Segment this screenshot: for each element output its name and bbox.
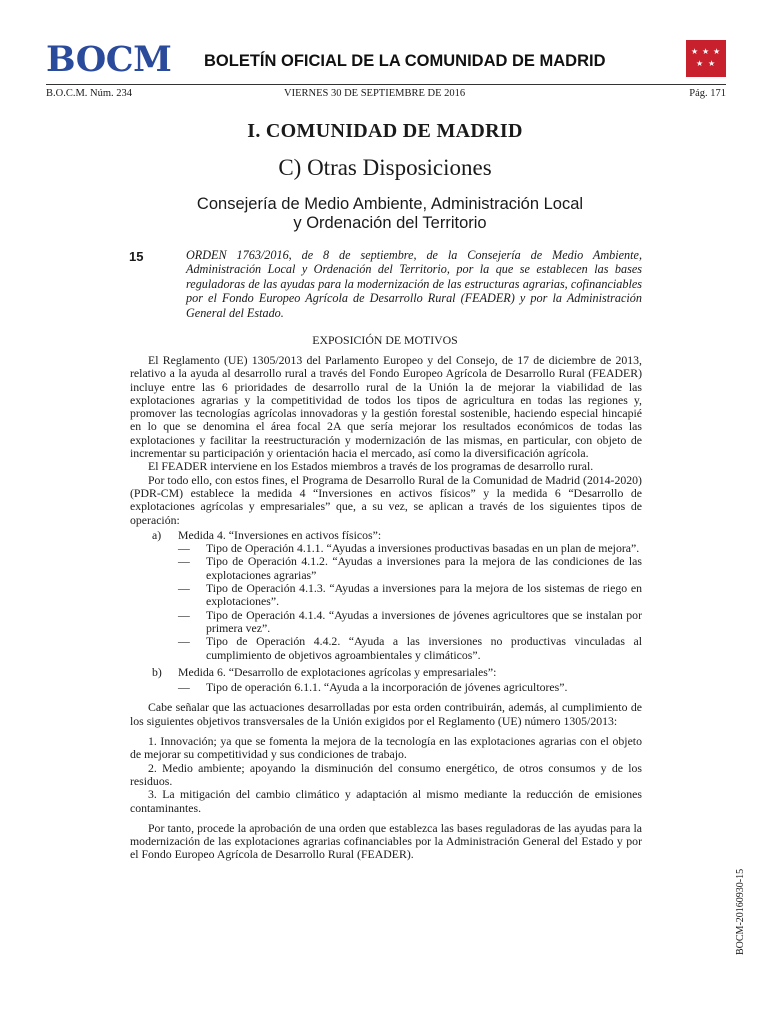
star-icon: ★ bbox=[691, 47, 699, 56]
document-code: BOCM-20160930-15 bbox=[735, 868, 746, 955]
department-line-1: Consejería de Medio Ambiente, Administración Local bbox=[196, 195, 584, 213]
dash-marker: — bbox=[178, 634, 190, 649]
list-label: b) bbox=[152, 664, 162, 679]
measure-a bbox=[130, 529, 642, 542]
order-summary bbox=[186, 248, 642, 320]
list-item bbox=[178, 635, 642, 662]
dash-marker: — bbox=[178, 554, 190, 569]
star-icon: ★ bbox=[696, 59, 704, 68]
page-number: Pág. 171 bbox=[689, 88, 726, 99]
star-icon: ★ bbox=[713, 47, 721, 56]
list-item bbox=[178, 609, 642, 636]
list-item-text: Tipo de Operación 4.1.3. “Ayudas a inversiones para la mejora de los sistemas de riego en explotaciones”. bbox=[206, 581, 642, 609]
list-item bbox=[178, 555, 642, 582]
dash-marker: — bbox=[178, 581, 190, 596]
paragraph: Cabe señalar que las actuaciones desarrolladas por esta orden contribuirán, además, al cumplimiento de los siguientes objetivos transversales de la Unión exigidos por el Reglamento (UE) número 1305/2013: bbox=[130, 700, 642, 728]
paragraph: El FEADER interviene en los Estados miembros a través de los programas de desarrollo rural. bbox=[148, 459, 594, 474]
header-rule bbox=[46, 84, 726, 85]
star-icon: ★ bbox=[708, 59, 716, 68]
list-item bbox=[178, 542, 642, 555]
document-body bbox=[130, 354, 642, 862]
exposicion-heading: EXPOSICIÓN DE MOTIVOS bbox=[312, 333, 458, 347]
department-heading bbox=[120, 195, 660, 233]
list-text: Medida 6. “Desarrollo de explotaciones agrícolas y empresariales”: bbox=[178, 664, 497, 679]
list-item-text: Tipo de Operación 4.1.2. “Ayudas a inversiones para la mejora de las condiciones de las explotaciones agrarias” bbox=[206, 554, 642, 582]
list-item-text: Tipo de Operación 4.4.2. “Ayuda a las inversiones no productivas vinculadas al cumplimiento de objetivos agroambientales y climáticos”. bbox=[206, 634, 642, 662]
order-text: ORDEN 1763/2016, de 8 de septiembre, de la Consejería de Medio Ambiente, Administración Local y Ordenación del Territorio, por la que se establecen las bases reguladoras de las ayudas para la modernización de las estructuras agrarias, cofinanciables por el Fondo Europeo Agrícola de Desarrollo Rural (FEADER) y por la Administración General del Estado. bbox=[186, 248, 642, 320]
paragraph: 1. Innovación; ya que se fomenta la mejora de la tecnología en las explotaciones agrarias con el objeto de mejorar su competitividad y sus condiciones de trabajo. bbox=[130, 734, 642, 762]
list-item bbox=[178, 582, 642, 609]
issue-date: VIERNES 30 DE SEPTIEMBRE DE 2016 bbox=[284, 88, 466, 99]
madrid-flag-icon bbox=[686, 40, 726, 77]
paragraph: El Reglamento (UE) 1305/2013 del Parlamento Europeo y del Consejo, de 17 de diciembre de 2013, relativo a la ayuda al desarrollo rural a través del Fondo Europeo Agrícola de Desarrollo Rural (FEADER) incluye entre las 6 prioridades de desarrollo rural de la Unión la de mejorar la viabilidad de las explotaciones agrarias y la competitividad de todos los tipos de agricultura en todas las regiones y, promover las tecnologías agrícolas innovadoras y la gestión forestal sostenible, haciendo especial hincapié en lo que se denomina el área focal 2A que sería mejorar los resultados económicos de todas las explotaciones y facilitar la reestructuración y modernización de las mismas, en particular, con objeto de incrementar su participación y orientación hacia el mercado, así como la diversificación agrícola. bbox=[130, 353, 642, 461]
measure-b bbox=[130, 666, 642, 679]
section-subtitle: C) Otras Disposiciones bbox=[278, 155, 492, 180]
paragraph: 2. Medio ambiente; apoyando la disminución del consumo energético, de otros consumos y de los residuos. bbox=[130, 760, 642, 788]
bulletin-title: BOLETÍN OFICIAL DE LA COMUNIDAD DE MADRID bbox=[204, 52, 606, 70]
list-text: Medida 4. “Inversiones en activos físicos”: bbox=[178, 527, 382, 542]
issue-number: B.O.C.M. Núm. 234 bbox=[46, 88, 133, 99]
paragraph: Por todo ello, con estos fines, el Programa de Desarrollo Rural de la Comunidad de Madrid (2014-2020) (PDR-CM) establece la medida 4 “Inversiones en activos físicos” y la medida 6 “Desarrollo de explotaciones agrícolas y empresariales” que, a su vez, se aplican a través de los siguientes tipos de operación: bbox=[130, 472, 642, 527]
paragraph: Por tanto, procede la aprobación de una orden que establezca las bases reguladoras de las ayudas para la modernización de las explotaciones agrarias cofinanciables por la Administración General del Estado y por el Fondo Europeo Agrícola de Desarrollo Rural (FEADER). bbox=[130, 820, 642, 862]
list-label: a) bbox=[152, 527, 162, 542]
list-item-text: Tipo de Operación 4.1.4. “Ayudas a inversiones de jóvenes agricultores que se instalan por primera vez”. bbox=[206, 607, 642, 635]
list-item bbox=[178, 681, 642, 694]
list-item-text: Tipo de operación 6.1.1. “Ayuda a la incorporación de jóvenes agricultores”. bbox=[206, 680, 568, 695]
section-title: I. COMUNIDAD DE MADRID bbox=[247, 120, 523, 142]
order-number: 15 bbox=[129, 249, 144, 264]
dash-marker: — bbox=[178, 541, 190, 556]
star-icon: ★ bbox=[702, 47, 710, 56]
list-item-text: Tipo de Operación 4.1.1. “Ayudas a inversiones productivas basadas en un plan de mejora”. bbox=[206, 541, 640, 556]
dash-marker: — bbox=[178, 607, 190, 622]
paragraph: 3. La mitigación del cambio climático y adaptación al mismo mediante la reducción de emisiones contaminantes. bbox=[130, 787, 642, 815]
bocm-logo: BOCM bbox=[46, 39, 172, 80]
department-line-2: y Ordenación del Territorio bbox=[293, 214, 487, 232]
dash-marker: — bbox=[178, 680, 190, 695]
